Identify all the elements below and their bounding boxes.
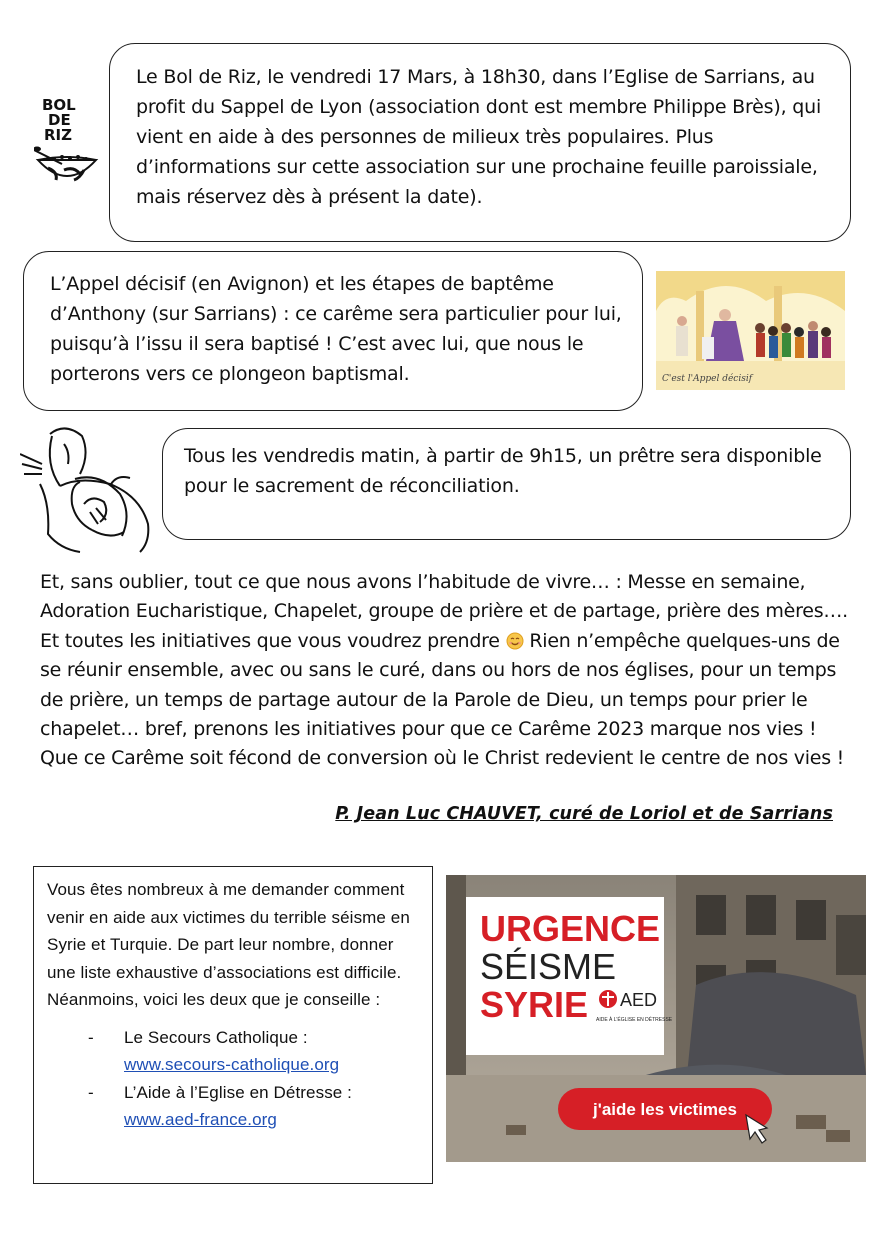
- main-paragraph-part2: Rien n’empêche quelques-uns de se réunir ensemble, avec ou sans le curé, dans ou hors de nos églises, pour un temps de prière, un temps de partage autour de la Parole de Dieu, un temps pour prier le chapelet… bref, prenons les initiatives pour que ce Carême 2023 marque nos vies ! Que ce Carême soit fécond de conversion où le Christ redevient le centre de nos vies !: [40, 629, 845, 770]
- aed-france-link[interactable]: www.aed-france.org: [124, 1110, 277, 1129]
- aed-syrie-text: SYRIE: [480, 984, 589, 1025]
- appel-decisif-illustration: [656, 271, 845, 390]
- association-name: Le Secours Catholique :: [124, 1027, 308, 1047]
- appel-decisif-bubble: [23, 251, 643, 411]
- reconciliation-drawing: [20, 424, 155, 554]
- association-list: [47, 1024, 422, 1134]
- reconciliation-text: Tous les vendredis matin, à partir de 9h15, un prêtre sera disponible pour le sacrement de réconciliation.: [184, 445, 822, 497]
- aed-urgence-text: URGENCE: [480, 908, 661, 949]
- bol-de-riz-logo: [34, 94, 100, 194]
- aed-logo-text: AED: [620, 990, 658, 1010]
- reconciliation-bubble: [162, 428, 851, 540]
- jaide-victimes-label: j'aide les victimes: [593, 1100, 737, 1119]
- list-dash: -: [88, 1027, 94, 1047]
- logo-text-bol: BOL: [42, 96, 76, 114]
- main-paragraph: [40, 568, 850, 774]
- signature: P. Jean Luc CHAUVET, curé de Loriol et de Sarrians: [335, 804, 833, 824]
- appel-caption: C'est l'Appel décisif: [662, 374, 753, 384]
- logo-text-riz: RIZ: [44, 126, 73, 144]
- secours-catholique-link[interactable]: www.secours-catholique.org: [124, 1055, 340, 1074]
- aed-seisme-text: SÉISME: [480, 946, 617, 987]
- logo-text-de: DE: [48, 111, 71, 129]
- association-item-secours: [47, 1024, 422, 1079]
- association-item-aed: [47, 1079, 422, 1134]
- bol-de-riz-text: Le Bol de Riz, le vendredi 17 Mars, à 18h30, dans l’Eglise de Sarrians, au profit du Sappel de Lyon (association dont est membre Philippe Brès), qui vient en aide à des personnes de milieux très populaires. Plus d’informations sur cette association sur une prochaine feuille paroissiale, mais réservez dès à présent la date).: [136, 66, 822, 208]
- main-paragraph-part1: Et, sans oublier, tout ce que nous avons l’habitude de vivre… : Messe en semaine, Adoration Eucharistique, Chapelet, groupe de prière et de partage, prière des mères…. Et toutes les initiatives que vous voudrez prendre: [40, 571, 848, 652]
- aed-logo-subtext: AIDE À L’ÉGLISE EN DÉTRESSE: [596, 1017, 673, 1023]
- association-name: L’Aide à l’Eglise en Détresse :: [124, 1082, 353, 1102]
- appel-decisif-text: L’Appel décisif (en Avignon) et les étapes de baptême d’Anthony (sur Sarrians) : ce carême sera particulier pour lui, puisqu’à l’issu il sera baptisé ! C’est avec lui, que nous le porterons vers ce plongeon baptismal.: [50, 273, 622, 385]
- help-intro: Vous êtes nombreux à me demander comment venir en aide aux victimes du terrible séisme en Syrie et Turquie. De part leur nombre, donner une liste exhaustive d’associations est difficile. Néanmoins, voici les deux que je conseille :: [47, 880, 410, 1009]
- list-dash: -: [88, 1082, 94, 1102]
- jaide-victimes-button[interactable]: [558, 1088, 772, 1130]
- aed-urgence-banner: [446, 875, 866, 1162]
- bol-de-riz-bubble: [109, 43, 851, 242]
- seisme-help-box: [33, 866, 433, 1184]
- smiley-icon: [506, 632, 524, 650]
